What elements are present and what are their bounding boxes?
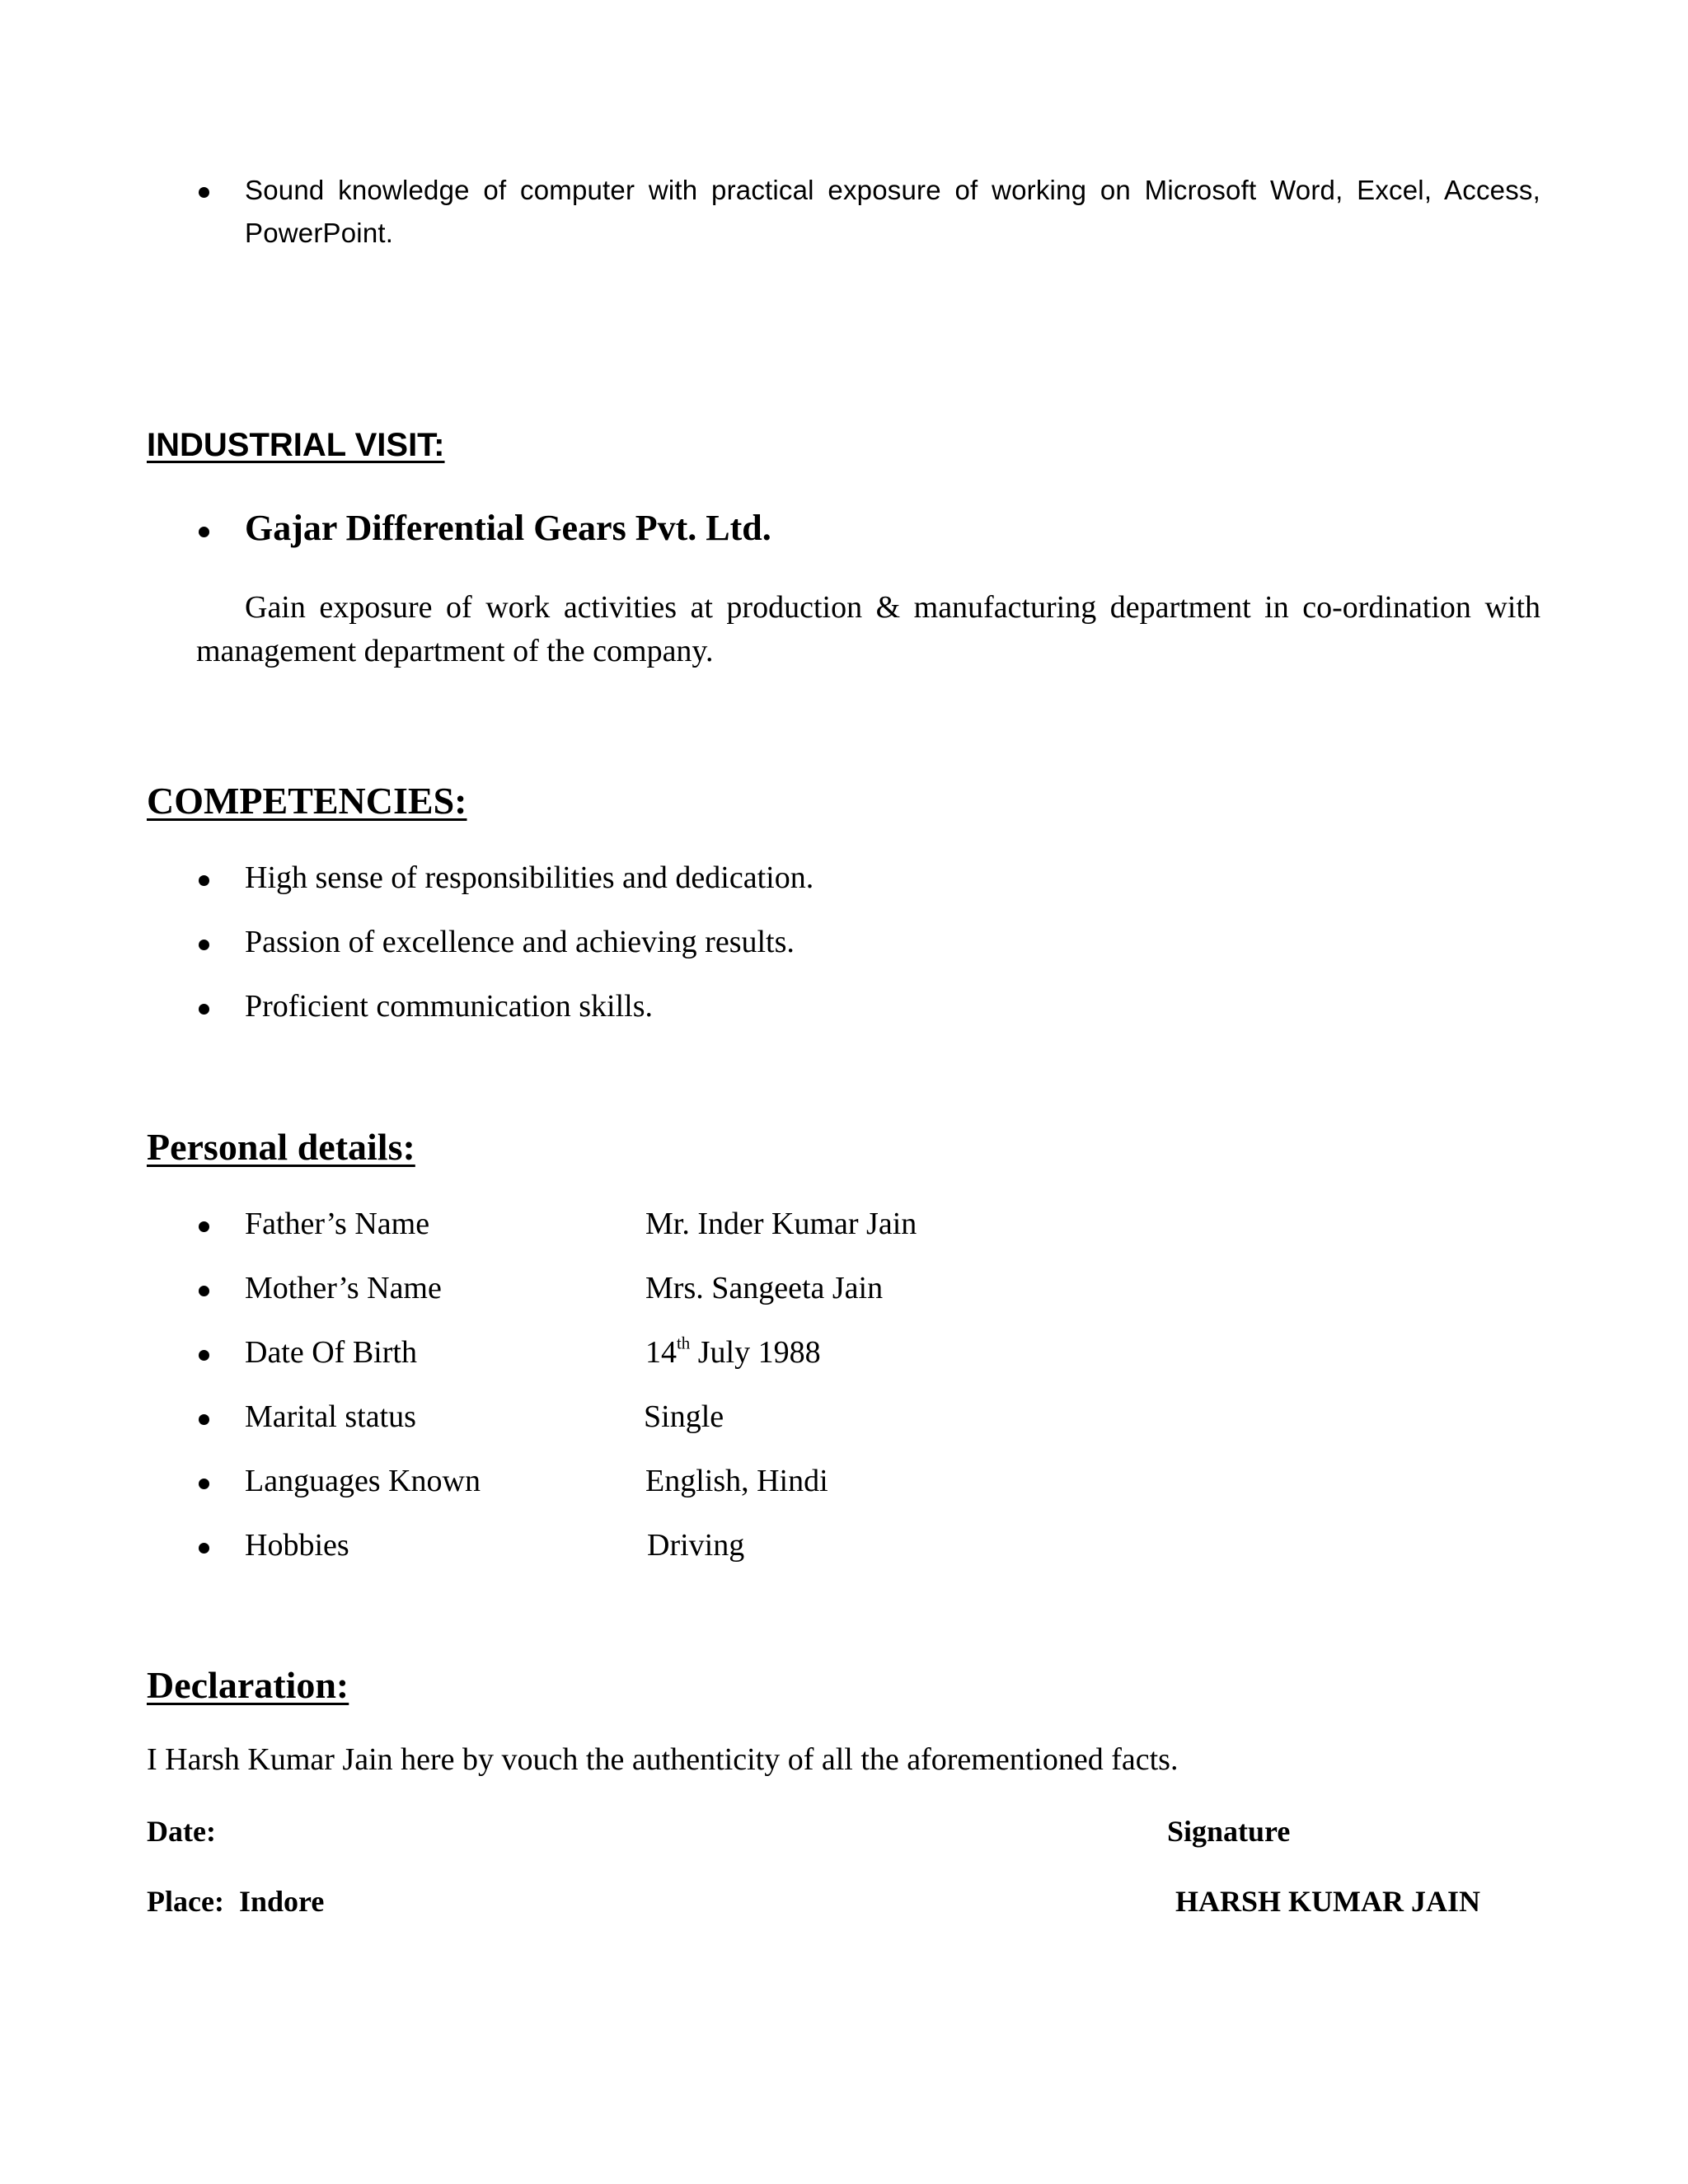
signatory-name: HARSH KUMAR JAIN bbox=[1175, 1885, 1481, 1918]
signature-label: Signature bbox=[1167, 1815, 1291, 1848]
industrial-visit-heading: INDUSTRIAL VISIT: bbox=[147, 427, 445, 463]
personal-value-mother: Mrs. Sangeeta Jain bbox=[645, 1271, 884, 1305]
bullet-icon bbox=[199, 1286, 209, 1296]
personal-value-hobbies: Driving bbox=[647, 1528, 745, 1563]
industrial-visit-desc-line-2: management department of the company. bbox=[196, 634, 714, 668]
competency-item: Passion of excellence and achieving results. bbox=[245, 925, 795, 959]
declaration-heading: Declaration: bbox=[147, 1664, 349, 1706]
bullet-icon bbox=[199, 1221, 209, 1232]
personal-value-languages: English, Hindi bbox=[645, 1464, 828, 1498]
bullet-icon bbox=[199, 1414, 209, 1425]
computer-skills-line-2: PowerPoint. bbox=[245, 218, 394, 248]
personal-label-languages: Languages Known bbox=[245, 1464, 481, 1498]
competencies-heading: COMPETENCIES: bbox=[147, 780, 467, 822]
competency-item: High sense of responsibilities and dedication. bbox=[245, 860, 814, 895]
company-name: Gajar Differential Gears Pvt. Ltd. bbox=[245, 508, 771, 548]
bullet-icon bbox=[199, 1004, 209, 1015]
bullet-icon bbox=[199, 1479, 209, 1489]
personal-value-father: Mr. Inder Kumar Jain bbox=[645, 1207, 917, 1241]
bullet-icon bbox=[199, 875, 209, 886]
industrial-visit-desc-line-1: Gain exposure of work activities at production & manufacturing department in co-ordination with bbox=[245, 590, 1540, 625]
computer-skills-line-1: Sound knowledge of computer with practical exposure of working on Microsoft Word, Excel, Access, bbox=[245, 175, 1540, 205]
personal-label-mother: Mother’s Name bbox=[245, 1271, 442, 1305]
personal-value-marital: Single bbox=[644, 1399, 724, 1434]
date-label: Date: bbox=[147, 1815, 216, 1848]
bullet-icon bbox=[199, 527, 209, 537]
dob-month-year: July 1988 bbox=[690, 1335, 821, 1370]
place-value: Indore bbox=[238, 1885, 325, 1918]
dob-day: 14 bbox=[645, 1335, 677, 1370]
personal-label-hobbies: Hobbies bbox=[245, 1528, 349, 1563]
personal-details-heading: Personal details: bbox=[147, 1126, 415, 1168]
personal-label-father: Father’s Name bbox=[245, 1207, 430, 1241]
place-line bbox=[147, 1884, 324, 1919]
personal-label-marital: Marital status bbox=[245, 1399, 416, 1434]
bullet-icon bbox=[199, 1543, 209, 1554]
personal-value-dob bbox=[645, 1334, 821, 1371]
competency-item: Proficient communication skills. bbox=[245, 989, 653, 1024]
place-label: Place: bbox=[147, 1885, 224, 1918]
personal-label-dob: Date Of Birth bbox=[245, 1335, 417, 1370]
bullet-icon bbox=[199, 1350, 209, 1361]
dob-ordinal-suffix: th bbox=[677, 1333, 691, 1353]
declaration-statement: I Harsh Kumar Jain here by vouch the authenticity of all the aforementioned facts. bbox=[147, 1742, 1179, 1777]
bullet-icon bbox=[199, 940, 209, 950]
bullet-icon bbox=[199, 187, 209, 198]
